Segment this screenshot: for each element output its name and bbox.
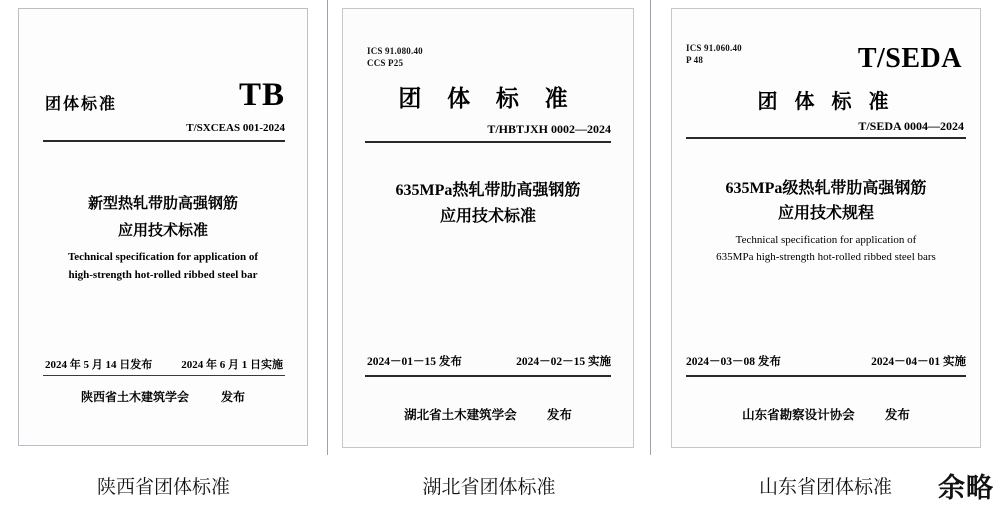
ics-code-line-1: ICS 91.080.40: [367, 46, 423, 56]
standard-number: T/SXCEAS 001-2024: [186, 122, 285, 134]
title-cn-line-2: 应用技术规程: [777, 205, 874, 222]
series-label: 团体标准: [45, 96, 118, 113]
title-en-line-2: 635MPa high-strength hot-rolled ribbed steel bars: [716, 251, 936, 263]
series-label: 团 体 标 准: [398, 86, 578, 111]
issuer-suffix: 发布: [884, 408, 910, 422]
issue-date: 2024 年 5 月 14 日发布: [45, 359, 153, 371]
issuer-name: 湖北省土木建筑学会: [404, 408, 517, 422]
title-cn-line-1: 635MPa热轧带肋高强钢筋: [395, 182, 581, 199]
panel-shaanxi: [0, 0, 327, 498]
footer-rule: [686, 375, 966, 377]
title-cn-line-2: 应用技术标准: [117, 223, 208, 239]
title-cn-line-2: 应用技术标准: [439, 208, 536, 225]
ics-code-line-2: CCS P25: [367, 58, 404, 68]
ics-code-line-2: P 48: [686, 55, 704, 65]
cover-shandong: [671, 8, 981, 448]
issuer-name: 陕西省土木建筑学会: [80, 390, 189, 404]
dates-row: [367, 353, 611, 369]
standard-number: T/HBTJXH 0002—2024: [487, 122, 611, 136]
panel-caption-shandong: 山东省团体标准: [758, 477, 892, 498]
effective-date: 2024－04－01 实施: [871, 356, 966, 368]
omission-note: 余略: [938, 473, 994, 503]
title-en-line-2: high-strength hot-rolled ribbed steel bar: [68, 269, 258, 281]
panel-caption-shaanxi: 陕西省团体标准: [96, 477, 230, 498]
header-rule: [686, 137, 966, 139]
standard-number: T/SEDA 0004—2024: [858, 119, 964, 133]
header-rule: [365, 141, 611, 143]
issue-date: 2024－03－08 发布: [686, 356, 781, 368]
footer-rule: [43, 375, 285, 376]
issuer-row: [682, 405, 970, 423]
effective-date: 2024－02－15 实施: [516, 356, 611, 368]
standard-mark: TB: [238, 77, 285, 113]
dates-row: [686, 353, 966, 369]
footer-rule: [365, 375, 611, 377]
cover-shaanxi: [18, 8, 308, 446]
title-en-line-1: Technical specification for application of: [735, 234, 917, 246]
panel-caption-hubei: 湖北省团体标准: [422, 477, 556, 498]
series-label: 团 体 标 准: [757, 91, 895, 113]
panel-hubei: [328, 0, 650, 498]
ics-code-line-1: ICS 91.060.40: [686, 43, 742, 53]
issuer-suffix: 发布: [546, 408, 572, 422]
title-cn-line-1: 635MPa级热轧带肋高强钢筋: [725, 180, 927, 197]
cover-hubei: [342, 8, 634, 448]
header-rule: [43, 140, 285, 142]
issuer-row: [41, 388, 285, 405]
issuer-row: [361, 405, 615, 423]
title-cn-line-1: 新型热轧带肋高强钢筋: [87, 196, 238, 212]
issue-date: 2024－01－15 发布: [367, 356, 462, 368]
effective-date: 2024 年 6 月 1 日实施: [181, 359, 283, 371]
title-en-line-1: Technical specification for application of: [67, 251, 259, 263]
issuer-name: 山东省勘察设计协会: [742, 408, 855, 422]
dates-row: [45, 356, 283, 372]
standard-mark: T/SEDA: [857, 43, 962, 74]
issuer-suffix: 发布: [221, 390, 246, 404]
